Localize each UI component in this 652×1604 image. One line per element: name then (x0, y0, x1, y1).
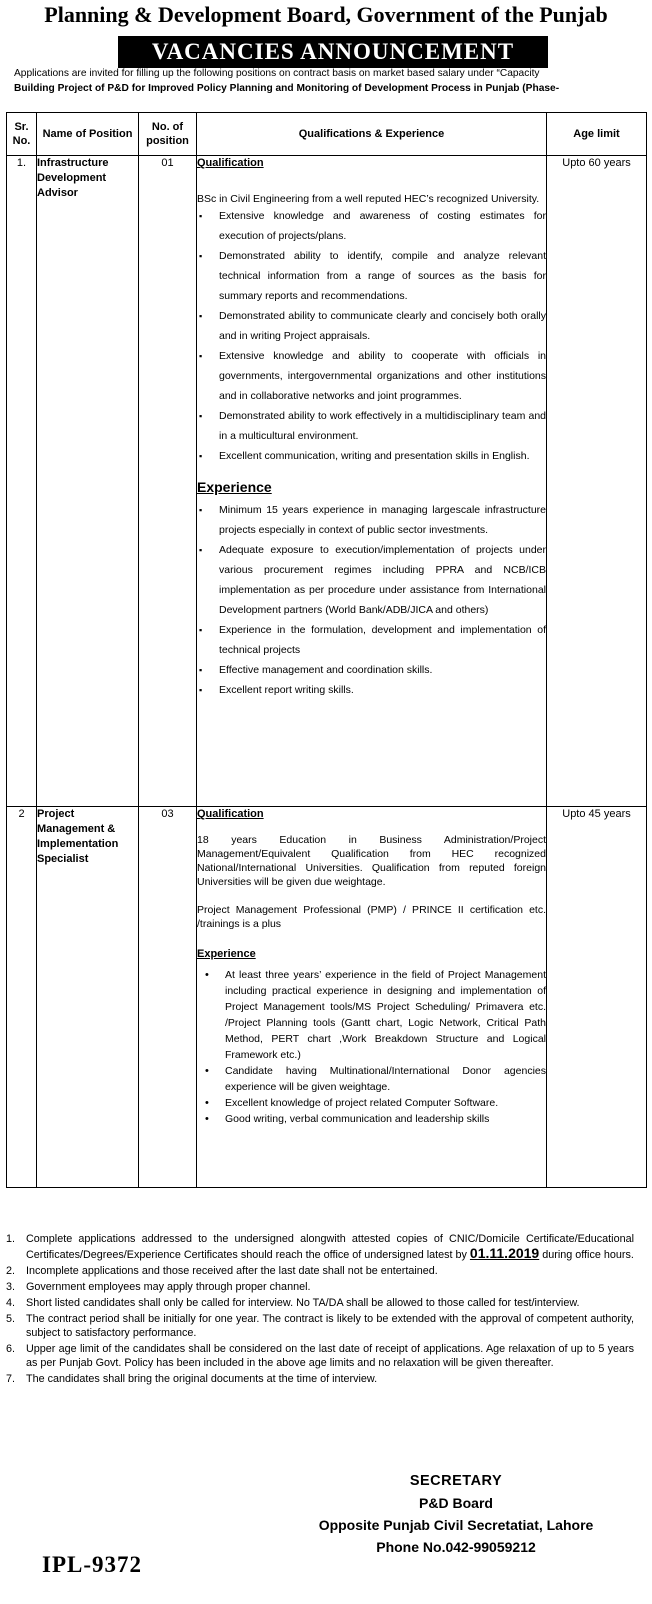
list-item (6, 1312, 634, 1340)
note-text: Complete applications addressed to the undersigned alongwith attested copies of CNIC/Domicile Certificate/Educational Certificates/Degrees/Experience Certificates should reach the office of undersigned latest by (26, 1233, 634, 1261)
list-item (6, 1280, 634, 1294)
list-item: ▪ Excellent communication, writing and presentation skills in English. (197, 446, 546, 466)
note-text: Upper age limit of the candidates shall be considered on the last date of receipt of applications. Age relaxation of up to 5 years as per Punjab Govt. Policy has been included in the above age limits and no relaxation will be given thereafter. (26, 1343, 634, 1369)
announcement-banner (118, 36, 548, 68)
last-date: 01.11.2019 (469, 1245, 540, 1261)
note-number: 6. (6, 1343, 16, 1355)
office-address: Opposite Punjab Civil Secretatiat, Lahore (318, 1517, 594, 1533)
intro-paragraph (14, 66, 640, 96)
list-item: ▪ Effective management and coordination skills. (197, 660, 546, 680)
note-text-tail: during office hours. (539, 1249, 634, 1261)
row-qualifications-cell (197, 807, 547, 1188)
experience-list (197, 967, 546, 1127)
row-sr-no: 1. (7, 156, 37, 807)
row-position-name: Infrastructure Development Advisor (37, 157, 109, 199)
list-item (6, 1342, 634, 1370)
qualification-text: 18 years Education in Business Administration/Project Management/Equivalent Qualification from HEC recognized National/International Universities. Qualification from reputed foreign Universities will be given due weightage. (197, 834, 546, 888)
experience-list (197, 500, 546, 700)
list-item (6, 1264, 634, 1278)
signature-block (296, 1470, 616, 1558)
list-item (6, 1372, 634, 1386)
header-position-name: Name of Position (37, 113, 139, 156)
header-qualifications: Qualifications & Experience (197, 113, 547, 156)
list-item: ▪ Demonstrated ability to work effectively in a multidisciplinary team and in a multicultural environment. (197, 406, 546, 446)
row-age-limit: Upto 60 years (547, 156, 647, 807)
announcement-title: VACANCIES ANNOUNCEMENT (151, 39, 515, 64)
qualification-list (197, 206, 546, 466)
row-position-cell (37, 156, 139, 807)
note-text: Incomplete applications and those received after the last date shall not be entertained. (26, 1265, 438, 1277)
note-number: 4. (6, 1297, 16, 1309)
row-position-count: 01 (139, 156, 197, 807)
list-item: ▪ Adequate exposure to execution/implementation of projects under various procurement regimes including PPRA and NCB/ICB implementation as per procedure under assistance from International Development partners (World Bank/ADB/JICA and others) (197, 540, 546, 620)
table-header-row (7, 113, 647, 156)
note-number: 3. (6, 1281, 16, 1293)
list-item: • Excellent knowledge of project related Computer Software. (197, 1095, 546, 1111)
experience-heading: Experience (197, 479, 272, 495)
list-item: ▪ Excellent report writing skills. (197, 680, 546, 700)
table-row (7, 156, 647, 807)
intro-line-2: Building Project of P&D for Improved Policy Planning and Monitoring of Development Process in Punjab (Phase- (14, 83, 560, 94)
note-text: Short listed candidates shall only be called for interview. No TA/DA shall be allowed to those called for test/interview. (26, 1297, 580, 1309)
row-position-count: 03 (139, 807, 197, 1188)
note-number: 1. (6, 1233, 16, 1245)
qualification-text-2: Project Management Professional (PMP) / PRINCE II certification etc. /trainings is a plus (197, 904, 546, 930)
qualification-text: BSc in Civil Engineering from a well reputed HEC’s recognized University. (197, 193, 540, 205)
note-number: 7. (6, 1373, 16, 1385)
page-title: Planning & Development Board, Government of the Punjab (44, 2, 608, 27)
row-position-cell (37, 807, 139, 1188)
list-item: ▪ Demonstrated ability to identify, compile and analyze relevant technical information from a range of sources as the basis for summary reports and recommendations. (197, 246, 546, 306)
note-text: The contract period shall be initially for one year. The contract is likely to be extended with the approval of competent authority, subject to satisfactory performance. (26, 1313, 634, 1339)
list-item (6, 1296, 634, 1310)
row-position-name: Project Management & Implementation Specialist (37, 808, 119, 865)
ipl-reference: IPL-9372 (42, 1552, 142, 1577)
note-text: The candidates shall bring the original documents at the time of interview. (26, 1373, 378, 1385)
list-item: ▪ Extensive knowledge and ability to cooperate with officials in governments, intergovernmental organizations and other institutions and in collaborative networks and joint programmes. (197, 346, 546, 406)
header-position-count: No. of position (139, 113, 197, 156)
row-qualifications-cell (197, 156, 547, 807)
vacancies-table (6, 112, 647, 1188)
terms-list (6, 1232, 634, 1388)
header-age-limit: Age limit (547, 113, 647, 156)
list-item: • Candidate having Multinational/International Donor agencies experience will be given weightage. (197, 1063, 546, 1095)
experience-heading: Experience (197, 948, 256, 960)
list-item (6, 1232, 634, 1262)
note-text: Government employees may apply through proper channel. (26, 1281, 311, 1293)
row-age-limit: Upto 45 years (547, 807, 647, 1188)
note-number: 2. (6, 1265, 16, 1277)
list-item: • Good writing, verbal communication and leadership skills (197, 1111, 546, 1127)
header-sr-no: Sr. No. (7, 113, 37, 156)
list-item: ▪ Experience in the formulation, development and implementation of technical projects (197, 620, 546, 660)
signatory-office: P&D Board (419, 1495, 493, 1511)
list-item: ▪ Minimum 15 years experience in managing largescale infrastructure projects especially in context of public sector investments. (197, 500, 546, 540)
intro-line-1: Applications are invited for filling up the following positions on contract basis on market based salary under “Capacity (14, 68, 540, 79)
qualification-heading: Qualification (197, 157, 264, 169)
list-item: ▪ Demonstrated ability to communicate clearly and concisely both orally and in writing Project appraisals. (197, 306, 546, 346)
office-phone: Phone No.042-99059212 (376, 1539, 536, 1555)
signatory-designation: SECRETARY (409, 1473, 503, 1489)
list-item: ▪ Extensive knowledge and awareness of costing estimates for execution of projects/plans. (197, 206, 546, 246)
list-item: • At least three years’ experience in the field of Project Management including practical experience in designing and implementation of Project Management tools/MS Project Scheduling/ Primavera etc. /Project Planning tools (Gantt chart, Logic Network, Critical Path Method, PERT chart ,Work Breakdown Structure and Logical Framework etc.) (197, 967, 546, 1063)
table-row (7, 807, 647, 1188)
note-number: 5. (6, 1313, 16, 1325)
qualification-heading: Qualification (197, 808, 264, 820)
row-sr-no: 2 (7, 807, 37, 1188)
